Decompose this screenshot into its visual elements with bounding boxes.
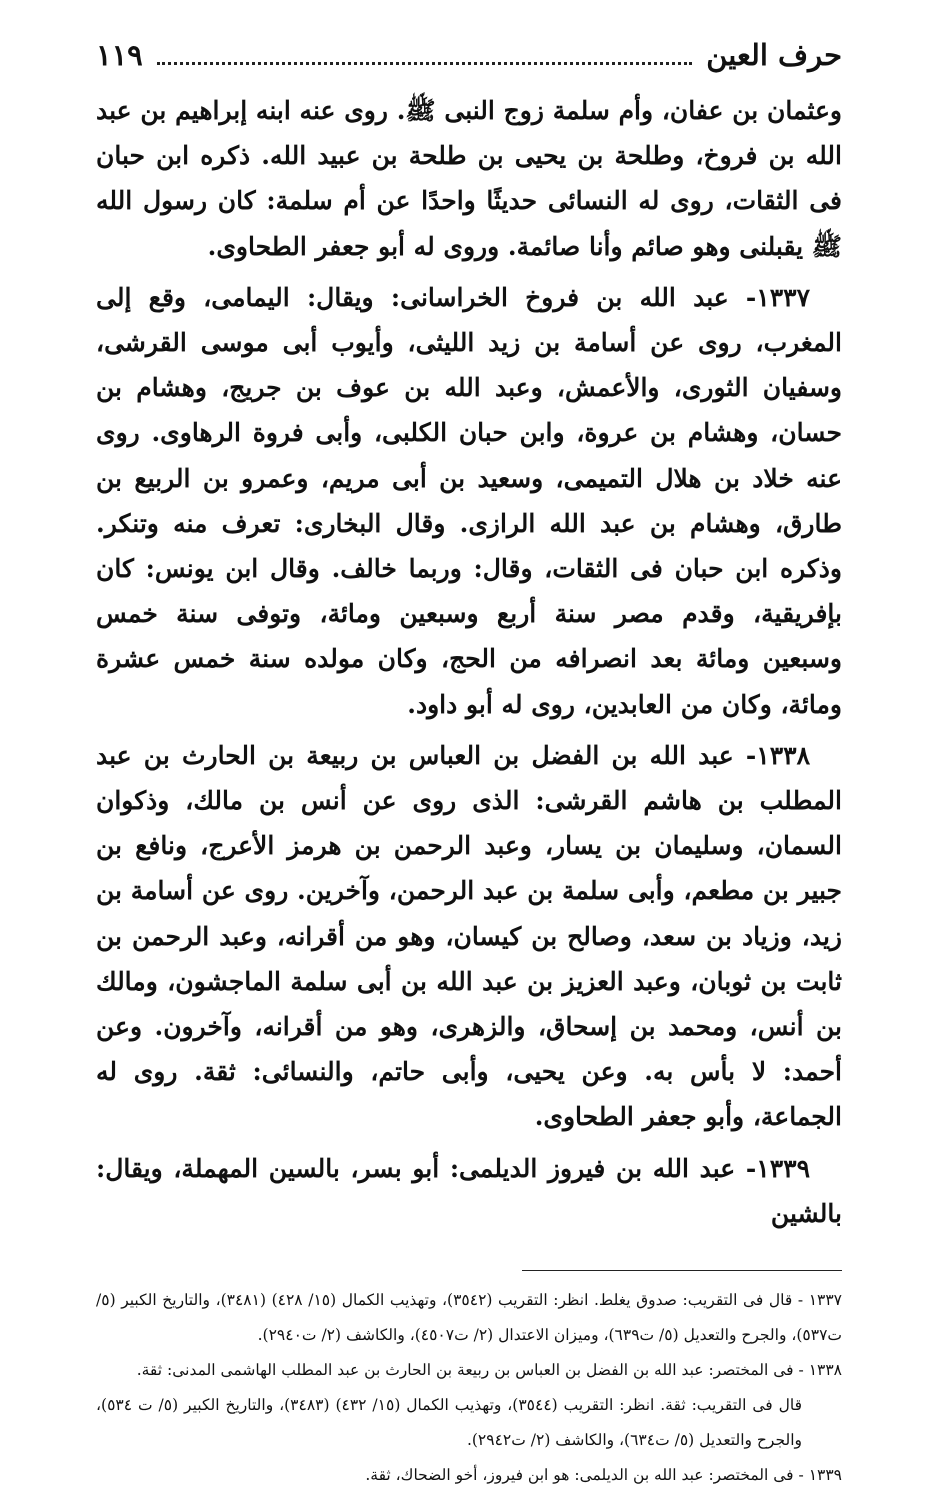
page-number: ١١٩ [96, 38, 143, 72]
running-header [96, 38, 842, 88]
footnote-separator [522, 1270, 842, 1271]
footnotes [96, 1283, 842, 1493]
footnote-1337: ١٣٣٧ - قال فى التقريب: صدوق يغلط. انظر: التقريب (٣٥٤٢)، وتهذيب الكمال (١٥/ ٤٢٨) (٣٤٨١)، والتاريخ الكبير (٥/ ت٥٣٧)، والجرح والتعديل (٥/ ت٦٣٩)، وميزان الاعتدال (٢/ ت٤٥٠٧)، والكاشف (٢/ ت٢٩٤٠). [96, 1291, 842, 1345]
entry-1339: ١٣٣٩- عبد الله بن فيروز الديلمى: أبو بسر، بالسين المهملة، ويقال: بالشين [96, 1153, 842, 1228]
entry-1338: ١٣٣٨- عبد الله بن الفضل بن العباس بن ربيعة بن الحارث بن عبد المطلب بن هاشم القرشى: الذى روى عن أنس بن مالك، وذكوان السمان، وسليمان بن يسار، وعبد الرحمن بن هرمز الأعرج، ونافع بن جبير بن مطعم، وأبى سلمة بن عبد الرحمن، وآخرين. روى عن أسامة بن زيد، وزياد بن سعد، وصالح بن كيسان، وهو من أقرانه، وعبد الرحمن بن ثابت بن ثوبان، وعبد العزيز بن عبد الله بن أبى سلمة الماجشون، ومالك بن أنس، ومحمد بن إسحاق، والزهرى، وهو من أقرانه، وآخرون. وعن أحمد: لا بأس به. وعن يحيى، وأبى حاتم، والنسائى: ثقة. روى له الجماعة، وأبو جعفر الطحاوى. [96, 740, 842, 1132]
paragraph-continuation: وعثمان بن عفان، وأم سلمة زوج النبى ﷺ. روى عنه ابنه إبراهيم بن عبد الله بن فروخ، وطلحة بن يحيى بن طلحة بن عبيد الله. ذكره ابن حبان فى الثقات، روى له النسائى حديثًا واحدًا عن أم سلمة: كان رسول الله ﷺ يقبلنى وهو صائم وأنا صائمة. وروى له أبو جعفر الطحاوى. [96, 96, 842, 261]
footnote-1339: ١٣٣٩ - فى المختصر: عبد الله بن الديلمى: هو ابن فيروز، أخو الضحاك، ثقة. [365, 1466, 842, 1485]
header-dot-leader [157, 62, 692, 65]
entry-1337: ١٣٣٧- عبد الله بن فروخ الخراسانى: ويقال: اليمامى، وقع إلى المغرب، روى عن أسامة بن زيد الليثى، وأيوب أبى موسى القرشى، وسفيان الثورى، والأعمش، وعبد الله بن عوف بن جريج، وهشام بن حسان، وهشام بن عروة، وابن حبان الكلبى، وأبى فروة الرهاوى. روى عنه خلاد بن هلال التميمى، وسعيد بن أبى مريم، وعمرو بن الربيع بن طارق، وهشام بن عبد الله الرازى. وقال البخارى: تعرف منه وتنكر. وذكره ابن حبان فى الثقات، وقال: وربما خالف. وقال ابن يونس: كان بإفريقية، وقدم مصر سنة أربع وسبعين ومائة، وتوفى سنة خمس وسبعين ومائة بعد انصرافه من الحج، وكان مولده سنة خمس عشرة ومائة، وكان من العابدين، روى له أبو داود. [96, 282, 842, 719]
footnote-1338: ١٣٣٨ - فى المختصر: عبد الله بن الفضل بن العباس بن ربيعة بن الحارث بن عبد المطلب الهاشمى المدنى: ثقة. [136, 1361, 842, 1380]
main-text [96, 88, 842, 1236]
chapter-title: حرف العين [706, 38, 842, 72]
footnote-1338-continued: قال فى التقريب: ثقة. انظر: التقريب (٣٥٤٤)، وتهذيب الكمال (١٥/ ٤٣٢) (٣٤٨٣)، والتاريخ الكبير (٥/ ت ٥٣٤)، والجرح والتعديل (٥/ ت٦٣٤)، والكاشف (٢/ ت٢٩٤٢). [96, 1396, 803, 1450]
